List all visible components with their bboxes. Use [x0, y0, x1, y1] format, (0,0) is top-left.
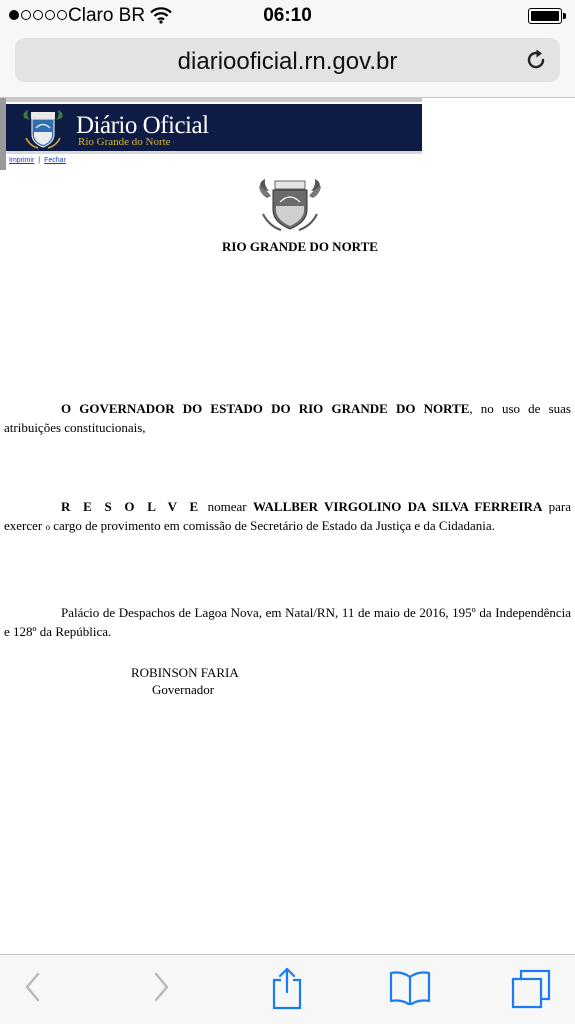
resolve-rest-2: cargo de provimento em comissão de Secretário de Estado da Justiça e da Cidadania. — [50, 518, 495, 533]
resolve-verb: nomear — [201, 499, 253, 514]
url-text[interactable]: diariooficial.rn.gov.br — [177, 48, 398, 75]
signatory-role: Governador — [152, 682, 215, 697]
governor-paragraph — [4, 399, 571, 437]
banner-title: Diário Oficial — [76, 112, 209, 139]
appointee-name: WALLBER VIRGOLINO DA SILVA FERREIRA — [252, 499, 543, 514]
web-page — [0, 98, 575, 954]
chevron-right-icon[interactable] — [150, 969, 172, 1010]
status-bar — [0, 0, 575, 32]
rn-seal-icon — [20, 108, 66, 155]
governor-rest: , no uso de suas atribuições constitucionais, — [4, 401, 571, 435]
close-link[interactable]: Fechar — [44, 157, 66, 164]
carrier-name: Claro BR — [68, 5, 146, 26]
link-separator: | — [38, 157, 41, 164]
print-link[interactable]: Imprimir — [9, 157, 35, 164]
clock: 06:10 — [263, 5, 312, 26]
resolve-word: R E S O L V E — [61, 499, 202, 514]
resolve-article: o — [45, 522, 50, 532]
print-links — [9, 157, 66, 164]
url-field[interactable] — [15, 38, 560, 82]
governor-subject: O GOVERNADOR DO ESTADO DO RIO GRANDE DO NORTE — [61, 401, 470, 416]
book-icon[interactable] — [388, 969, 432, 1010]
browser-toolbar — [0, 954, 575, 1024]
signature-block — [131, 664, 239, 698]
battery-icon — [528, 8, 562, 24]
state-heading: RIO GRANDE DO NORTE — [222, 239, 378, 254]
chevron-left-icon[interactable] — [22, 969, 44, 1010]
banner-subtitle: Rio Grande do Norte — [78, 136, 171, 148]
signatory-name: ROBINSON FARIA — [131, 665, 239, 680]
share-icon[interactable] — [270, 966, 304, 1015]
diario-oficial-banner — [6, 104, 422, 154]
page-top-rule — [0, 98, 422, 102]
resolve-rest-1: para exercer — [4, 499, 572, 533]
reload-icon[interactable] — [524, 48, 548, 77]
coat-of-arms-icon — [255, 176, 325, 239]
place-date-paragraph: Palácio de Despachos de Lagoa Nova, em Natal/RN, 11 de maio de 2016, 195º da Independência e 128º da República. — [4, 605, 571, 639]
browser-address-area — [0, 32, 575, 98]
resolve-paragraph — [4, 497, 571, 537]
tabs-icon[interactable] — [510, 969, 552, 1014]
